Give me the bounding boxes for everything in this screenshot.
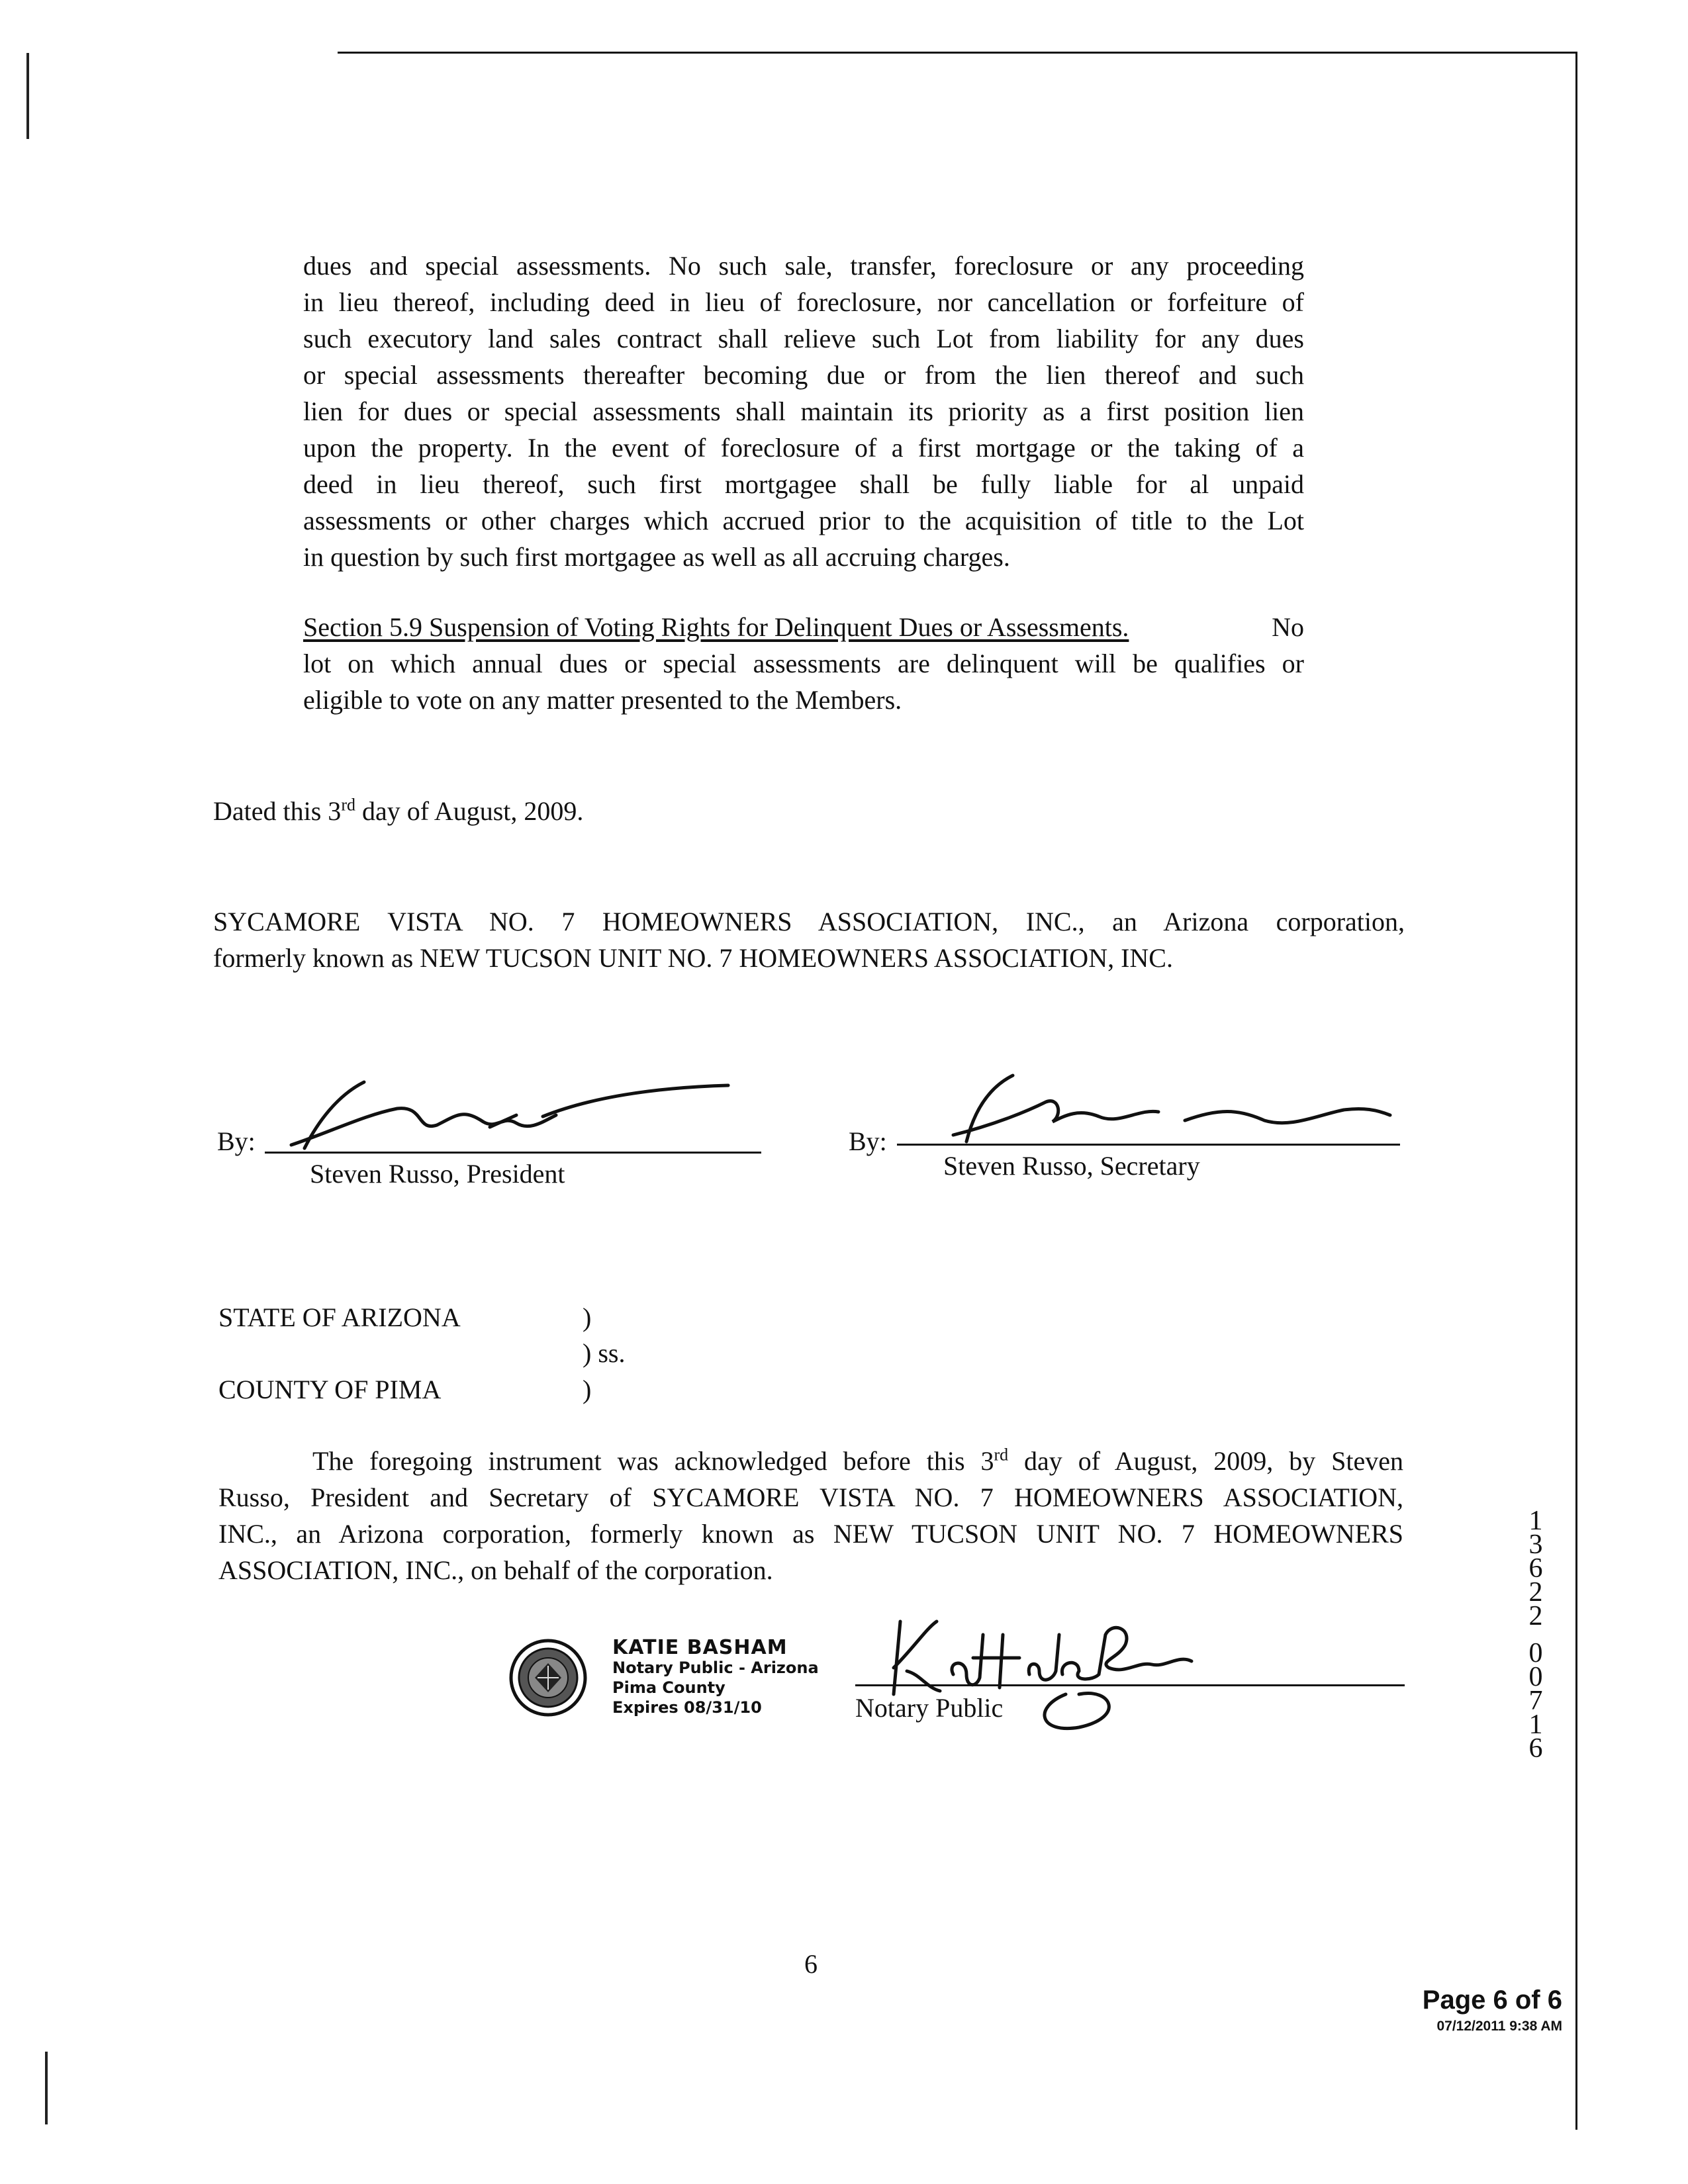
venue-county: COUNTY OF PIMA [218,1375,442,1404]
signer-name-left: Steven Russo, President [310,1159,565,1189]
notary-stamp-line: Notary Public - Arizona [612,1659,819,1677]
text-line: dues and special assessments. No such sale, transfer, foreclosure or any proceeding [303,251,1304,281]
signer-name-right: Steven Russo, Secretary [943,1151,1200,1181]
association-block [213,903,1405,976]
recording-digit: 1 [1528,1709,1543,1740]
notary-stamp-line: Pima County [612,1678,726,1697]
recording-digit: 1 [1528,1506,1543,1536]
recording-number-a [1523,1506,1549,1631]
text-line: deed in lieu thereof, such first mortgagee shall be fully liable for al unpaid [303,469,1304,499]
text-line: lien for dues or special assessments shall maintain its priority as a first position lien [303,396,1304,426]
venue-paren-2: ) [583,1375,592,1404]
text-line: lot on which annual dues or special assessments are delinquent will be qualifies or [303,649,1304,678]
section-heading: Section 5.9 Suspension of Voting Rights for Delinquent Dues or Assessments. [303,612,1129,642]
notary-seal-icon [508,1638,588,1717]
recording-number-b [1523,1638,1549,1764]
section-5-9 [303,609,1304,718]
recording-digit: 0 [1528,1662,1543,1692]
acknowledgment-line-3: INC., an Arizona corporation, formerly known as NEW TUCSON UNIT NO. 7 HOMEOWNERS [218,1519,1403,1549]
recording-digit: 2 [1528,1601,1543,1631]
text-line: assessments or other charges which accrued prior to the acquisition of title to the Lot [303,506,1304,535]
text-line: in question by such first mortgagee as well as all accruing charges. [303,542,1010,572]
recording-digit: 2 [1528,1577,1543,1608]
left-scan-mark-lower [45,2052,48,2124]
acknowledgment-line-1: The foregoing instrument was acknowledged before this 3rd day of August, 2009, by Steven [312,1445,1403,1476]
venue-state: STATE OF ARIZONA [218,1302,461,1332]
dated-line: Dated this 3rd day of August, 2009. [213,795,584,826]
association-line-2: formerly known as NEW TUCSON UNIT NO. 7 HOMEOWNERS ASSOCIATION, INC. [213,943,1173,973]
section-heading-line [303,609,1304,645]
acknowledgment-line-2: Russo, President and Secretary of SYCAMORE VISTA NO. 7 HOMEOWNERS ASSOCIATION, [218,1482,1403,1512]
paragraph-dues [303,248,1304,575]
section-heading-trail: No [1272,612,1304,642]
association-line-1: SYCAMORE VISTA NO. 7 HOMEOWNERS ASSOCIATION, INC., an Arizona corporation, [213,907,1405,936]
notary-public-label: Notary Public [855,1693,1004,1723]
top-border-rule [338,52,1575,54]
page-of-label: Page 6 of 6 [1422,1985,1562,2015]
acknowledgment-block [218,1443,1403,1588]
page-number: 6 [804,1949,818,1979]
notary-stamp-text [612,1638,819,1717]
notary-stamp-expiry: Expires 08/31/10 [612,1698,762,1717]
acknowledgment-line-4: ASSOCIATION, INC., on behalf of the corporation. [218,1555,773,1585]
recording-digit: 6 [1528,1733,1543,1764]
left-scan-mark [26,53,29,139]
right-border-rule [1575,52,1577,2130]
recording-digit: 0 [1528,1638,1543,1668]
by-label-left: By: [217,1126,256,1156]
recording-digit: 7 [1528,1686,1543,1716]
text-line: upon the property. In the event of foreclosure of a first mortgage or the taking of a [303,433,1304,463]
text-line: such executory land sales contract shall relieve such Lot from liability for any dues [303,324,1304,353]
recording-digit: 6 [1528,1553,1543,1584]
signature-president [265,1069,741,1161]
by-label-right: By: [849,1126,887,1156]
text-line: or special assessments thereafter becoming due or from the lien thereof and such [303,360,1304,390]
text-line: eligible to vote on any matter presented to the Members. [303,685,902,715]
signature-secretary [920,1069,1397,1155]
venue-paren-1: ) [583,1302,592,1332]
notary-stamp-name: KATIE BASHAM [612,1636,788,1659]
venue-ss: ) ss. [583,1338,626,1368]
print-timestamp: 07/12/2011 9:38 AM [1436,2019,1562,2034]
recording-digit: 3 [1528,1529,1543,1560]
text-line: in lieu thereof, including deed in lieu of foreclosure, nor cancellation or forfeiture of [303,287,1304,317]
